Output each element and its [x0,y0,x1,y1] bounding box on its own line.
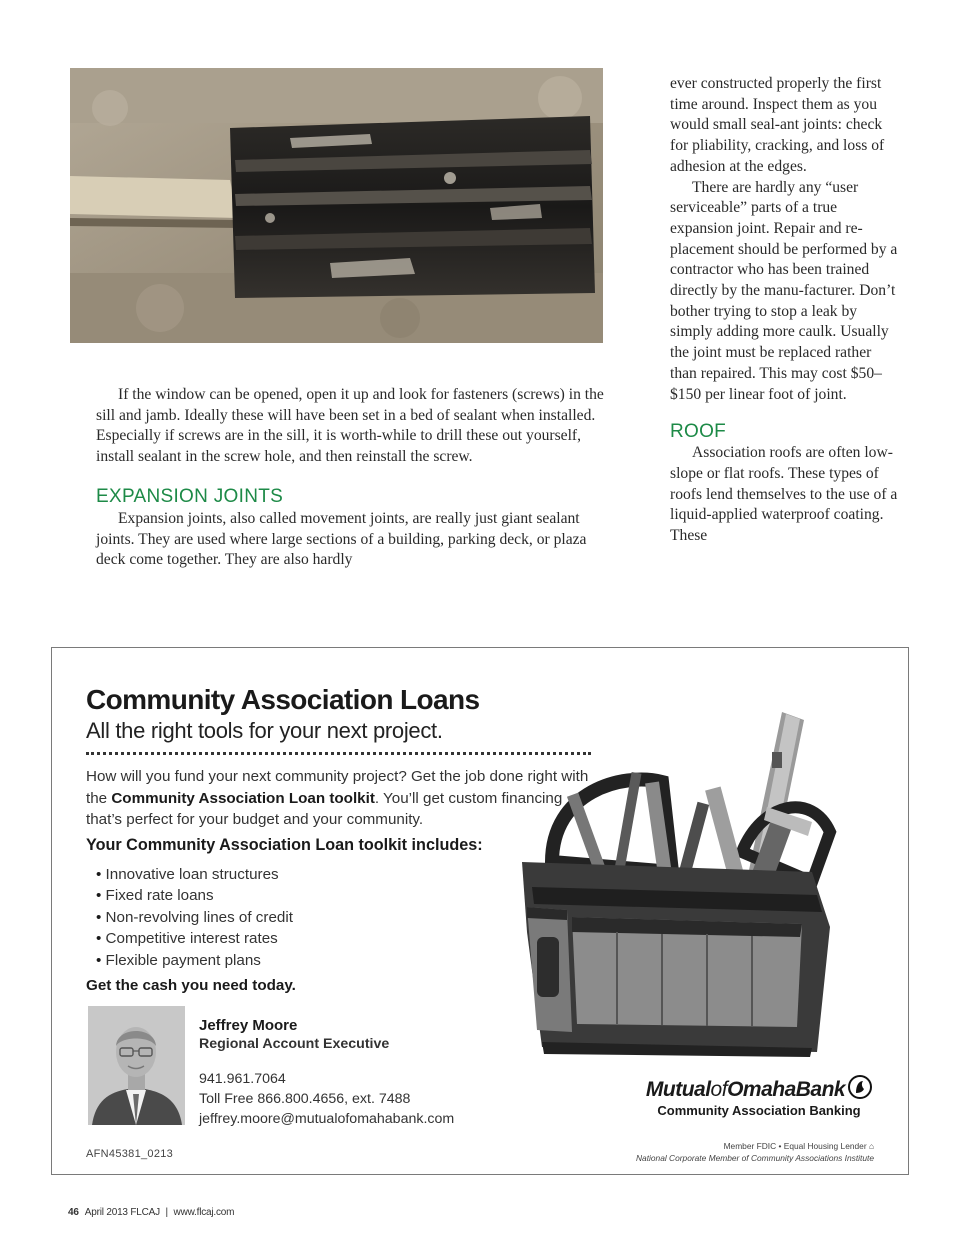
indian-head-logo-icon [848,1075,872,1099]
list-item: • Non-revolving lines of credit [96,907,293,928]
article-left-column [96,385,616,571]
list-item: • Innovative loan structures [96,864,293,885]
website-link[interactable]: www.flcaj.com [173,1207,235,1218]
footer-separator: | [165,1207,168,1218]
bank-name-part2: of [710,1078,728,1101]
user-serviceable-paragraph: There are hardly any “user serviceable” parts of a true expansion joint. Repair and re-placement should be performed by a contractor who has been trained directly by the manu-facturer. Don’t bother trying to stop a leak by simply adding more caulk. Usually the joint must be replaced rather than repaired. This may cost $50–$150 per linear foot of joint. [670,178,898,403]
ad-intro-bold: Community Association Loan toolkit [111,789,375,807]
window-fasteners-paragraph: If the window can be opened, open it up and look for fasteners (screws) in the sill and jamb. Ideally these will have been set in a bed of sealant when installed. Especially if screws are in the sill, it is worth-while to drill these out yourself, install sealant in the screw hole, and then reinstall the screw. [96,386,604,466]
fine-print-line2: National Corporate Member of Community Associations Institute [635,1152,874,1163]
contact-email[interactable]: jeffrey.moore@mutualofomahabank.com [199,1110,455,1127]
ad-tagline: All the right tools for your next project. [86,718,443,743]
expansion-joints-paragraph: Expansion joints, also called movement joints, are really just giant sealant joints. They are used where large sections of a building, parking deck, or plaza deck come together. They are also hardly [96,509,587,569]
page-footer [68,1207,234,1218]
ad-intro-start: How will you fund your next community project? Get the job done right with the [86,768,589,807]
fine-print [636,1141,874,1164]
ad-title: Community Association Loans [86,684,480,715]
roof-heading: ROOF [670,421,727,443]
roof-paragraph: Association roofs are often low-slope or flat roofs. These types of roofs lend themselves to the use of a liquid-applied waterproof coating. These [670,444,898,545]
bank-brand [634,1075,884,1118]
list-item: • Fixed rate loans [96,885,293,906]
bank-name-part1: Mutual [645,1078,711,1101]
contact-headshot [88,1006,185,1125]
contact-phone[interactable]: 941.961.7064 [199,1071,286,1087]
bank-subtitle: Community Association Banking [657,1103,861,1118]
expansion-joints-heading: EXPANSION JOINTS [96,485,284,507]
list-item: • Flexible payment plans [96,950,293,971]
contact-role: Regional Account Executive [199,1036,390,1052]
toolkit-list [96,864,293,971]
toolbag-illustration [512,712,837,1072]
bank-name [646,1078,845,1102]
article-right-column [670,74,898,547]
equal-housing-icon: ⌂ [868,1141,874,1151]
contact-block [199,1016,454,1129]
fdic-text: Member FDIC • Equal Housing Lender [723,1141,867,1151]
toolkit-includes-heading: Your Community Association Loan toolkit includes: [86,836,483,854]
contact-toll-free[interactable]: Toll Free 866.800.4656, ext. 7488 [199,1090,411,1107]
expansion-joint-photo [70,68,603,343]
ad-intro-end: . You’ll get custom financing that’s perfect for your budget and your community. [86,789,563,828]
continued-paragraph: ever constructed properly the first time around. Inspect them as you would small seal-ant joints: check for pliability, cracking, and loss of adhesion at the edges. [670,75,885,175]
list-item: • Competitive interest rates [96,928,293,949]
contact-name: Jeffrey Moore [199,1017,298,1034]
loan-advertisement [51,647,909,1175]
page-number: 46 [68,1207,79,1218]
cash-callout: Get the cash you need today. [86,977,296,994]
publication-name: FLCAJ [130,1207,160,1218]
ad-code: AFN45381_0213 [86,1148,174,1160]
issue-date: April 2013 [84,1207,128,1218]
fine-print-line1 [636,1141,874,1153]
bank-name-part3: OmahaBank [727,1078,846,1101]
